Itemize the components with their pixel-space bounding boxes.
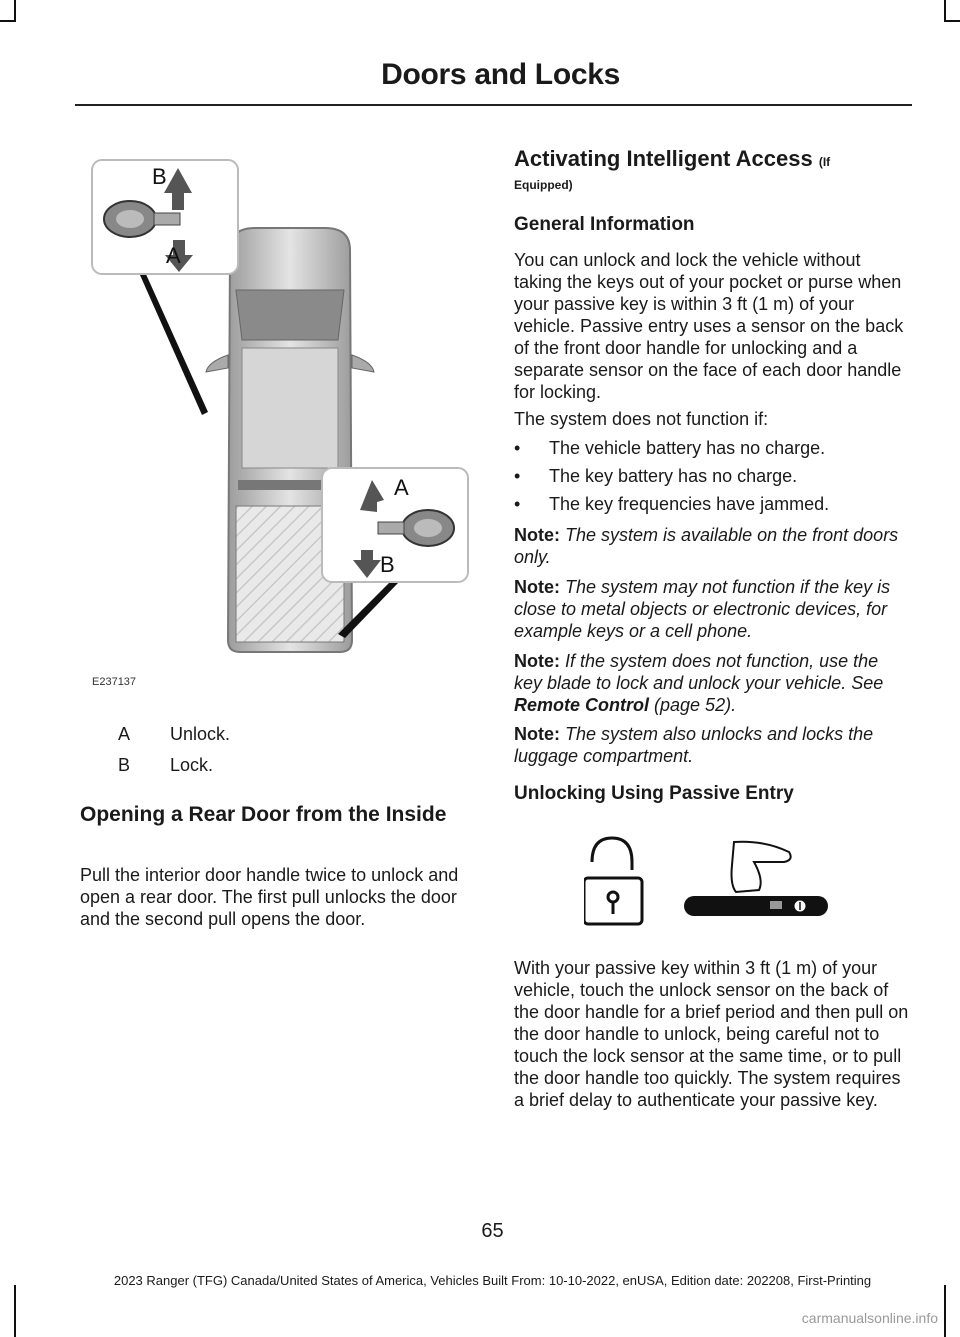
crop-mark [14, 1285, 16, 1337]
crop-mark [14, 0, 16, 22]
legend-row [118, 755, 213, 776]
unlock-icon [584, 838, 642, 924]
note: Note: The system also unlocks and locks the luggage compartment. [514, 724, 874, 766]
legend-row [118, 724, 230, 745]
page-number: 65 [481, 1220, 504, 1242]
heading-text: Activating Intelligent Access [514, 146, 813, 171]
crop-mark [0, 20, 16, 22]
label-a: A [166, 243, 181, 268]
label-b: B [152, 164, 167, 189]
note: Note: The system may not function if the key is close to metal objects or electronic devices, for example keys or a cell phone. [514, 577, 891, 641]
rear-door-body: Pull the interior door handle twice to unlock and open a rear door. The first pull unlocks the door and the second pull opens the door. [80, 865, 459, 929]
truck-key-lock-illustration [80, 140, 480, 700]
note: Note: The system is available on the front doors only. [514, 525, 899, 567]
not-function-intro: The system does not function if: [514, 409, 769, 429]
bullet-item: • The key frequencies have jammed. [514, 494, 830, 514]
legend-key: A [118, 724, 131, 744]
crop-mark [944, 1285, 946, 1337]
bullet-item: • The key battery has no charge. [514, 466, 798, 486]
general-info-body: You can unlock and lock the vehicle without taking the keys out of your pocket or purse when your passive key is within 3 ft (1 m) of your vehicle. Passive entry uses a sensor on the back of the front door handle for unlocking and a separate sensor on the face of each door handle for locking. [514, 250, 904, 402]
watermark: carmanualsonline.info [801, 1310, 938, 1326]
page-title: Doors and Locks [381, 58, 620, 91]
passive-entry-heading: Unlocking Using Passive Entry [514, 783, 794, 804]
page-footer: 2023 Ranger (TFG) Canada/United States of America, Vehicles Built From: 10-10-2022, enUSA, Edition date: 202208, First-Printing [113, 1273, 872, 1288]
pointer-line [140, 272, 208, 415]
figure-id: E237137 [92, 676, 137, 688]
rear-door-heading: Opening a Rear Door from the Inside [80, 803, 447, 826]
passive-entry-illustration [584, 830, 834, 940]
note: Note: If the system does not function, use the key blade to lock and unlock your vehicle. See Remote Control (page 52). [514, 651, 884, 715]
remote-control-link[interactable]: Remote Control [514, 695, 649, 715]
legend-text: Lock. [170, 755, 214, 775]
heading-equipped: Equipped) [514, 178, 573, 192]
intelligent-access-heading [514, 146, 830, 172]
legend-key: B [118, 755, 131, 775]
general-info-heading: General Information [514, 214, 695, 235]
heading-if: (If [818, 155, 831, 169]
door-handle-icon [684, 896, 828, 916]
bullet-item: • The vehicle battery has no charge. [514, 438, 826, 458]
passive-entry-body: With your passive key within 3 ft (1 m) of your vehicle, touch the unlock sensor on the back of the door handle for a brief period and then pull on the door handle to unlock, being careful not to touch the lock sensor at the same time, or to pull the door handle too quickly. The system requires a brief delay to authenticate your passive key. [514, 958, 909, 1110]
crop-mark [944, 20, 960, 22]
legend-text: Unlock. [170, 724, 231, 744]
crop-mark [944, 0, 946, 22]
label-b: B [380, 552, 395, 577]
label-a: A [394, 475, 409, 500]
header-divider [75, 104, 912, 106]
